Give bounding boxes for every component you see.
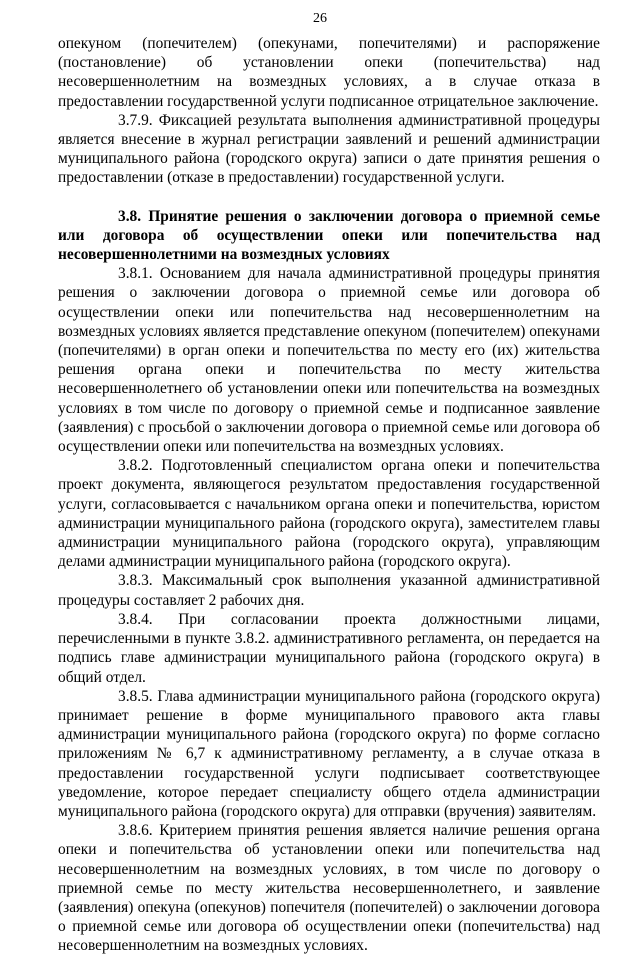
paragraph-3-8-3: 3.8.3. Максимальный срок выполнения указанной административной процедуры составляет 2 рабочих дня. [58, 572, 600, 609]
paragraph-3-8-1: 3.8.1. Основанием для начала административной процедуры принятия решения о заключении договора о приемной семье или договора об осуществлении опеки или попечительства над несовершеннолетним на возмездных условиях является представление опекуном (попечителем) опекунами (попечителями) в орган опеки и попечительства по месту его (их) жительства решения органа опеки и попечительства по месту жительства несовершеннолетнего об установлении опеки или попечительства на возмездных условиях в том числе по договору о приемной семье и подписанное заявление (заявления) с просьбой о заключении договора о приемной семье или договора об осуществлении опеки или попечительства на возмездных условиях. [58, 265, 600, 456]
paragraph-gap [58, 188, 600, 207]
paragraph-3-8-5: 3.8.5. Глава администрации муниципального района (городского округа) принимает решение в форме муниципального правового акта главы администрации муниципального района (городского округа) по форме согласно приложениям № 6,7 к административному регламенту, а в случае отказа в предоставлении государственной услуги подписывает соответствующее уведомление, которое передает специалисту общего отдела администрации муниципального района (городского округа) для отправки (вручения) заявителям. [58, 687, 600, 820]
section-heading-3-8: 3.8. Принятие решения о заключении договора о приемной семье или договора об осуществлении опеки или попечительства над несовершеннолетними на возмездных условиях [58, 207, 600, 264]
paragraph-3-7-9: 3.7.9. Фиксацией результата выполнения административной процедуры является внесение в журнал регистрации заявлений и решений администрации муниципального района (городского округа) записи о дате принятия решения о предоставлении (отказе в предоставлении) государственной услуги. [58, 111, 600, 187]
paragraph-3-8-4: 3.8.4. При согласовании проекта должностными лицами, перечисленными в пункте 3.8.2. административного регламента, он передается на подпись главе администрации муниципального района (городского округа) в общий отдел. [58, 610, 600, 686]
paragraph-3-8-6: 3.8.6. Критерием принятия решения является наличие решения органа опеки и попечительства об установлении опеки или попечительства над несовершеннолетним на возмездных условиях, в том числе по договору о приемной семье по месту жительства несовершеннолетнего, и заявление (заявления) опекуна (опекунов) попечителя (попечителей) о заключении договора о приемной семье или договора об осуществлении опеки (попечительства) над несовершеннолетним на возмездных условиях. [58, 822, 600, 955]
page-number: 26 [313, 11, 327, 26]
paragraph-intro: опекуном (попечителем) (опекунами, попечителями) и распоряжение (постановление) об установлении опеки (попечительства) над несовершеннолетним на возмездных условиях, а в случае отказа в предоставлении государственной услуги подписанное отрицательное заключение. [58, 35, 600, 110]
paragraph-3-8-2: 3.8.2. Подготовленный специалистом органа опеки и попечительства проект документа, являющегося результатом предоставления государственной услуги, согласовывается с начальником органа опеки и попечительства, юристом администрации муниципального района (городского округа), заместителем главы администрации муниципального района (городского округа), управляющим делами администрации муниципального района (городского округа). [58, 457, 600, 571]
document-body [58, 34, 600, 956]
